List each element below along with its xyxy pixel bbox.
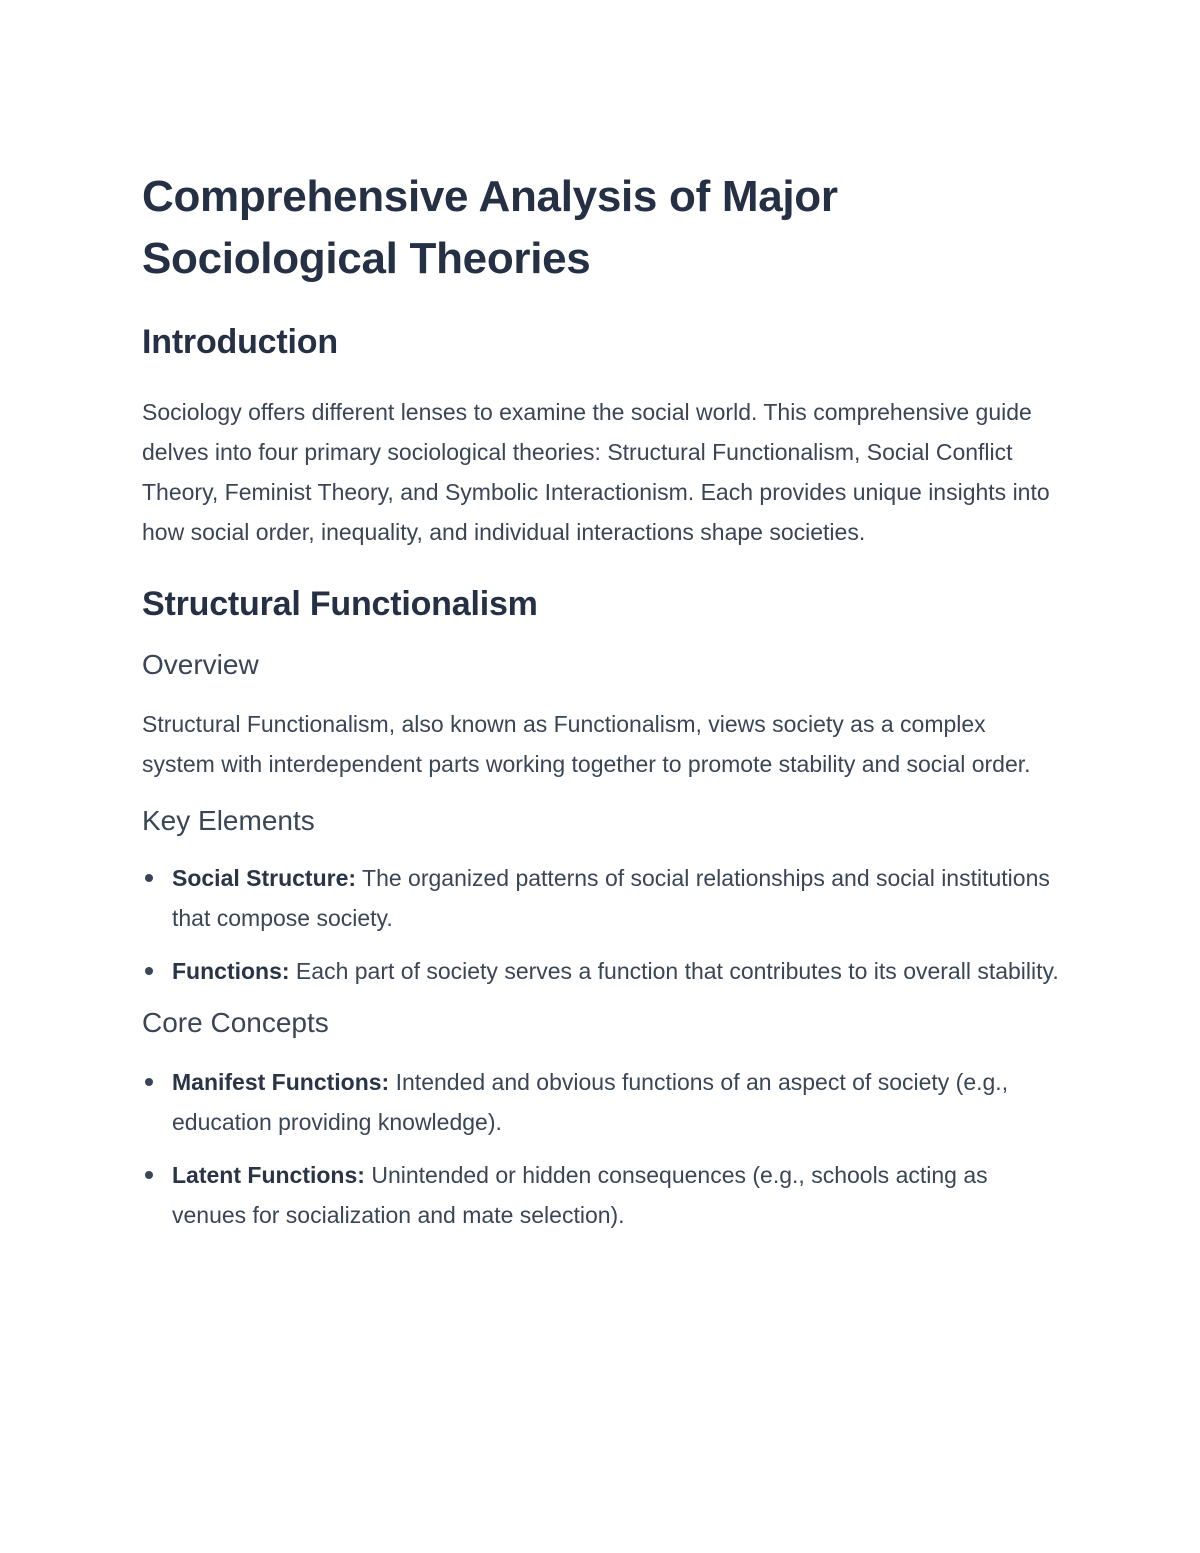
structural-functionalism-section [142, 582, 1062, 1235]
list-item-text: Intended and obvious functions of an aspect of society (e.g., education providing knowledge). [172, 1069, 1009, 1135]
overview-heading: Overview [142, 649, 259, 680]
list-item-term: Functions: [172, 958, 290, 984]
list-item-text: Each part of society serves a function that contributes to its overall stability. [289, 958, 1059, 984]
introduction-section [142, 320, 1062, 552]
structural-functionalism-heading: Structural Functionalism [142, 585, 538, 623]
document-page [142, 166, 1062, 1248]
list-item-text: Unintended or hidden consequences (e.g., schools acting as venues for socialization and mate selection). [172, 1162, 988, 1228]
list-item [142, 951, 1062, 991]
list-item-term: Latent Functions: [172, 1162, 365, 1188]
key-elements-heading: Key Elements [142, 805, 315, 836]
bullet-icon [145, 967, 153, 975]
list-item-term: Social Structure: [172, 865, 357, 891]
list-item [142, 1155, 1062, 1235]
overview-paragraph: Structural Functionalism, also known as Functionalism, views society as a complex system with interdependent parts working together to promote stability and social order. [142, 711, 1031, 777]
list-item [142, 1062, 1062, 1142]
core-concepts-list [142, 1062, 1062, 1235]
introduction-paragraph: Sociology offers different lenses to examine the social world. This comprehensive guide delves into four primary sociological theories: Structural Functionalism, Social Conflict Theory, Feminist Theory, and Symbolic Interactionism. Each provides unique insights into how social order, inequality, and individual interactions shape societies. [142, 399, 1050, 545]
core-concepts-heading: Core Concepts [142, 1007, 329, 1038]
key-elements-list [142, 858, 1062, 991]
bullet-icon [145, 1171, 153, 1179]
introduction-heading: Introduction [142, 323, 338, 361]
bullet-icon [145, 1078, 153, 1086]
document-title: Comprehensive Analysis of Major Sociological Theories [142, 172, 838, 283]
list-item-term: Manifest Functions: [172, 1069, 390, 1095]
list-item [142, 858, 1062, 938]
bullet-icon [145, 874, 153, 882]
list-item-text: The organized patterns of social relationships and social institutions that compose society. [172, 865, 1050, 931]
